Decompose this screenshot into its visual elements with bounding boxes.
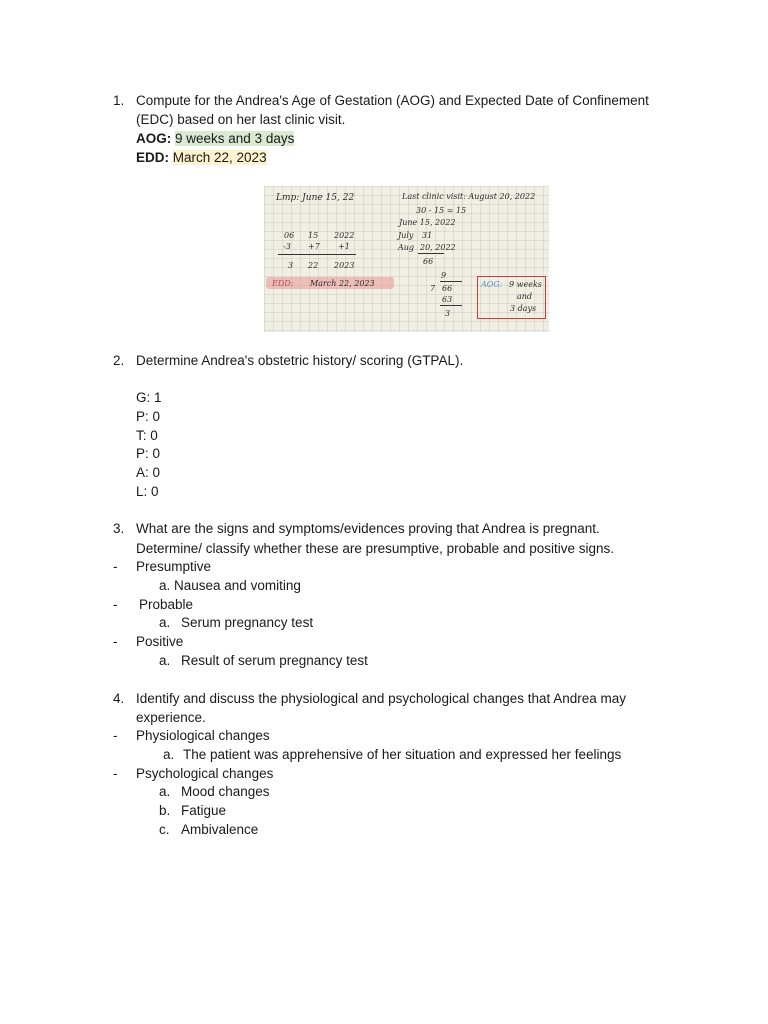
notes-edd-value: March 22, 2023	[310, 279, 375, 288]
notes-calc-r1-c1: 06	[284, 231, 295, 240]
q3-positive-label: Positive	[136, 634, 184, 649]
notes-june: June 15, 2022	[399, 218, 456, 227]
notes-div-quotient: 9	[441, 271, 447, 280]
q4-psychological-marker-a: a.	[159, 784, 171, 799]
notes-calc-r1-c3: 2022	[334, 231, 355, 240]
q3-probable-label: Probable	[139, 597, 194, 612]
notes-calc-line	[278, 254, 356, 255]
q3-probable-item: Serum pregnancy test	[181, 615, 314, 630]
q4-psychological-item-c: Ambivalence	[181, 822, 259, 837]
q3-text-line2: Determine/ classify whether these are presumptive, probable and positive signs.	[136, 541, 614, 556]
notes-lmp: Lmp: June 15, 22	[276, 193, 355, 203]
q1-edd-row	[136, 149, 267, 167]
q3-text-line1: What are the signs and symptoms/evidences proving that Andrea is pregnant.	[136, 521, 600, 536]
notes-calc-r2-c1: -3	[283, 242, 291, 251]
handwritten-notes-image	[264, 186, 549, 332]
q4-text-line1: Identify and discuss the physiological and psychological changes that Andrea may	[136, 691, 627, 706]
q3-presumptive-item: a. Nausea and vomiting	[159, 578, 301, 593]
q1-aog-row	[136, 130, 294, 148]
q1-edd-value: March 22, 2023	[172, 150, 267, 165]
notes-july-value: 31	[422, 231, 433, 240]
q4-physiological-item: The patient was apprehensive of her situation and expressed her feelings	[183, 747, 622, 762]
q4-physiological-marker: a.	[163, 747, 175, 762]
q3-presumptive-label: Presumptive	[136, 559, 212, 574]
notes-calc-r1-c2: 15	[308, 231, 319, 240]
notes-total: 66	[423, 257, 434, 266]
q4-psychological-marker-b: b.	[159, 803, 171, 818]
q4-physiological-bullet: -	[113, 728, 118, 743]
q2-item-t: T: 0	[136, 428, 158, 443]
notes-div-sub: 63	[442, 295, 453, 304]
notes-calc-r2-c2: +7	[308, 242, 320, 251]
notes-aog-line1: 9 weeks	[509, 280, 542, 289]
notes-aug-value: 20, 2022	[420, 243, 456, 252]
q2-item-p: P: 0	[136, 409, 161, 424]
q4-psychological-bullet: -	[113, 766, 118, 781]
q1-text-line1: Compute for the Andrea's Age of Gestation (AOG) and Expected Date of Confinement	[136, 93, 649, 108]
q4-psychological-marker-c: c.	[159, 822, 170, 837]
notes-last-visit: Last clinic visit: August 20, 2022	[402, 192, 536, 201]
notes-sub-line: 30 - 15 = 15	[416, 206, 467, 215]
q4-psychological-item-a: Mood changes	[181, 784, 270, 799]
notes-aog-line3: 3 days	[510, 304, 537, 313]
q3-positive-item: Result of serum pregnancy test	[181, 653, 368, 668]
notes-aog-line2: and	[517, 292, 533, 301]
notes-calc-res-c2: 22	[308, 261, 319, 270]
q3-probable-marker: a.	[159, 615, 171, 630]
q2-number: 2.	[113, 353, 125, 368]
notes-edd-label: EDD:	[272, 279, 294, 288]
notes-july-label: July	[398, 231, 414, 240]
q3-positive-marker: a.	[159, 653, 171, 668]
notes-div-dividend: 66	[442, 284, 453, 293]
q4-text-line2: experience.	[136, 710, 206, 725]
notes-calc-res-c3: 2023	[334, 261, 355, 270]
q4-psychological-label: Psychological changes	[136, 766, 274, 781]
q1-edd-label: EDD:	[136, 150, 169, 165]
q2-item-g: G: 1	[136, 390, 162, 405]
notes-div-line	[440, 305, 462, 306]
q2-item-a: A: 0	[136, 465, 161, 480]
notes-calc-res-c1: 3	[288, 261, 294, 270]
q2-item-l: L: 0	[136, 484, 159, 499]
q3-presumptive-bullet: -	[113, 559, 118, 574]
notes-sum-line	[418, 253, 444, 254]
q1-number: 1.	[113, 93, 125, 108]
notes-aog-label: AOG:	[481, 280, 503, 289]
q4-number: 4.	[113, 691, 125, 706]
q2-text: Determine Andrea's obstetric history/ scoring (GTPAL).	[136, 353, 464, 368]
q3-probable-bullet: -	[113, 597, 118, 612]
q1-aog-label: AOG:	[136, 131, 172, 146]
q1-aog-value: 9 weeks and 3 days	[175, 131, 295, 146]
q2-item-p2: P: 0	[136, 446, 161, 461]
q4-physiological-label: Physiological changes	[136, 728, 270, 743]
notes-div-divisor: 7	[430, 284, 436, 293]
notes-div-remainder: 3	[445, 309, 451, 318]
notes-calc-r2-c3: +1	[338, 242, 350, 251]
q3-positive-bullet: -	[113, 634, 118, 649]
notes-aug-label: Aug	[398, 243, 415, 252]
notes-div-bar	[440, 281, 462, 282]
q1-text-line2: (EDC) based on her last clinic visit.	[136, 112, 346, 127]
q3-number: 3.	[113, 521, 125, 536]
q4-psychological-item-b: Fatigue	[181, 803, 227, 818]
